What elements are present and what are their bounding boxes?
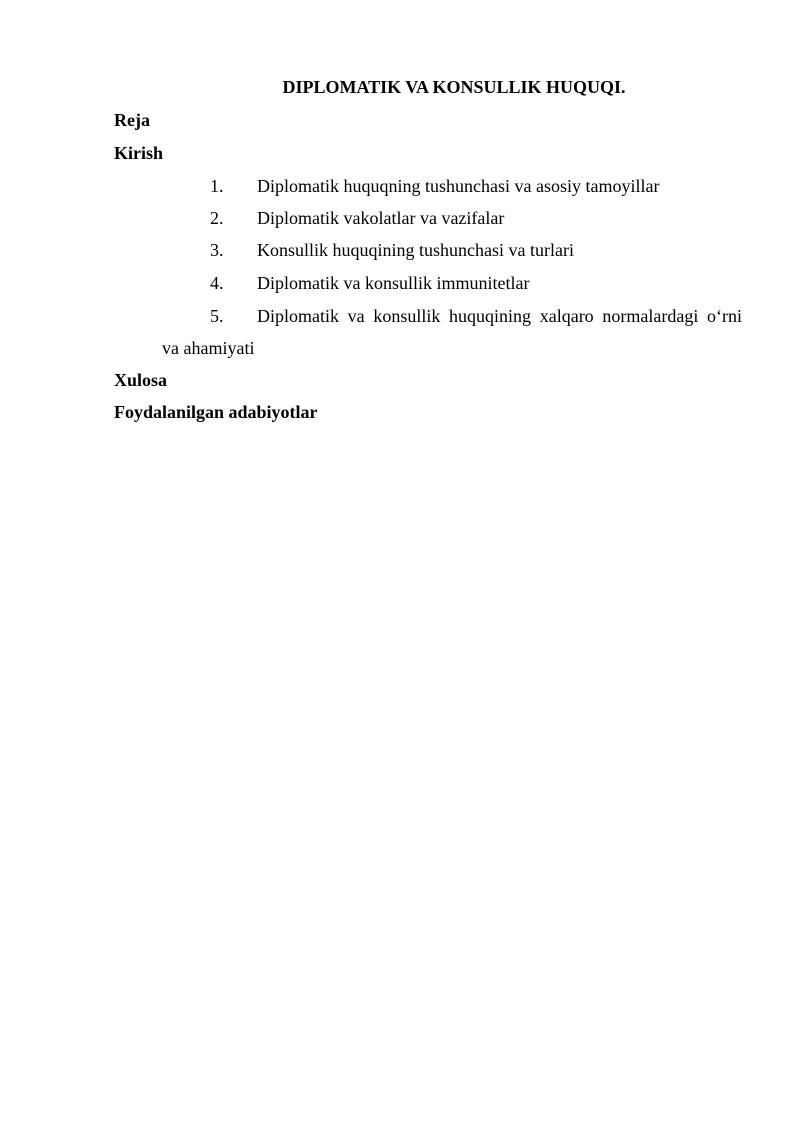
plan-item — [0, 305, 800, 327]
plan-item-number: 1. — [210, 176, 224, 196]
plan-item — [0, 272, 800, 294]
plan-item-number: 4. — [210, 273, 224, 293]
plan-item-text: Diplomatik vakolatlar va vazifalar — [257, 208, 505, 228]
references-heading: Foydalanilgan adabiyotlar — [114, 402, 318, 422]
plan-item-continuation: va ahamiyati — [162, 338, 255, 358]
document-title: DIPLOMATIK VA KONSULLIK HUQUQI. — [282, 77, 626, 97]
plan-item-number: 3. — [210, 240, 224, 260]
plan-item-number: 5. — [210, 306, 224, 326]
introduction-heading: Kirish — [114, 143, 164, 163]
plan-item-text: Konsullik huquqining tushunchasi va turlari — [257, 240, 574, 260]
plan-heading: Reja — [114, 110, 150, 130]
conclusion-heading: Xulosa — [114, 370, 168, 390]
plan-item-text: Diplomatik huquqning tushunchasi va asosiy tamoyillar — [257, 176, 660, 196]
plan-item — [0, 239, 800, 261]
plan-item — [0, 207, 800, 229]
plan-item — [0, 175, 800, 197]
plan-item-text: Diplomatik va konsullik huquqining xalqaro normalardagi o‘rni — [257, 306, 742, 326]
plan-item-number: 2. — [210, 208, 224, 228]
plan-item-text: Diplomatik va konsullik immunitetlar — [257, 273, 530, 293]
